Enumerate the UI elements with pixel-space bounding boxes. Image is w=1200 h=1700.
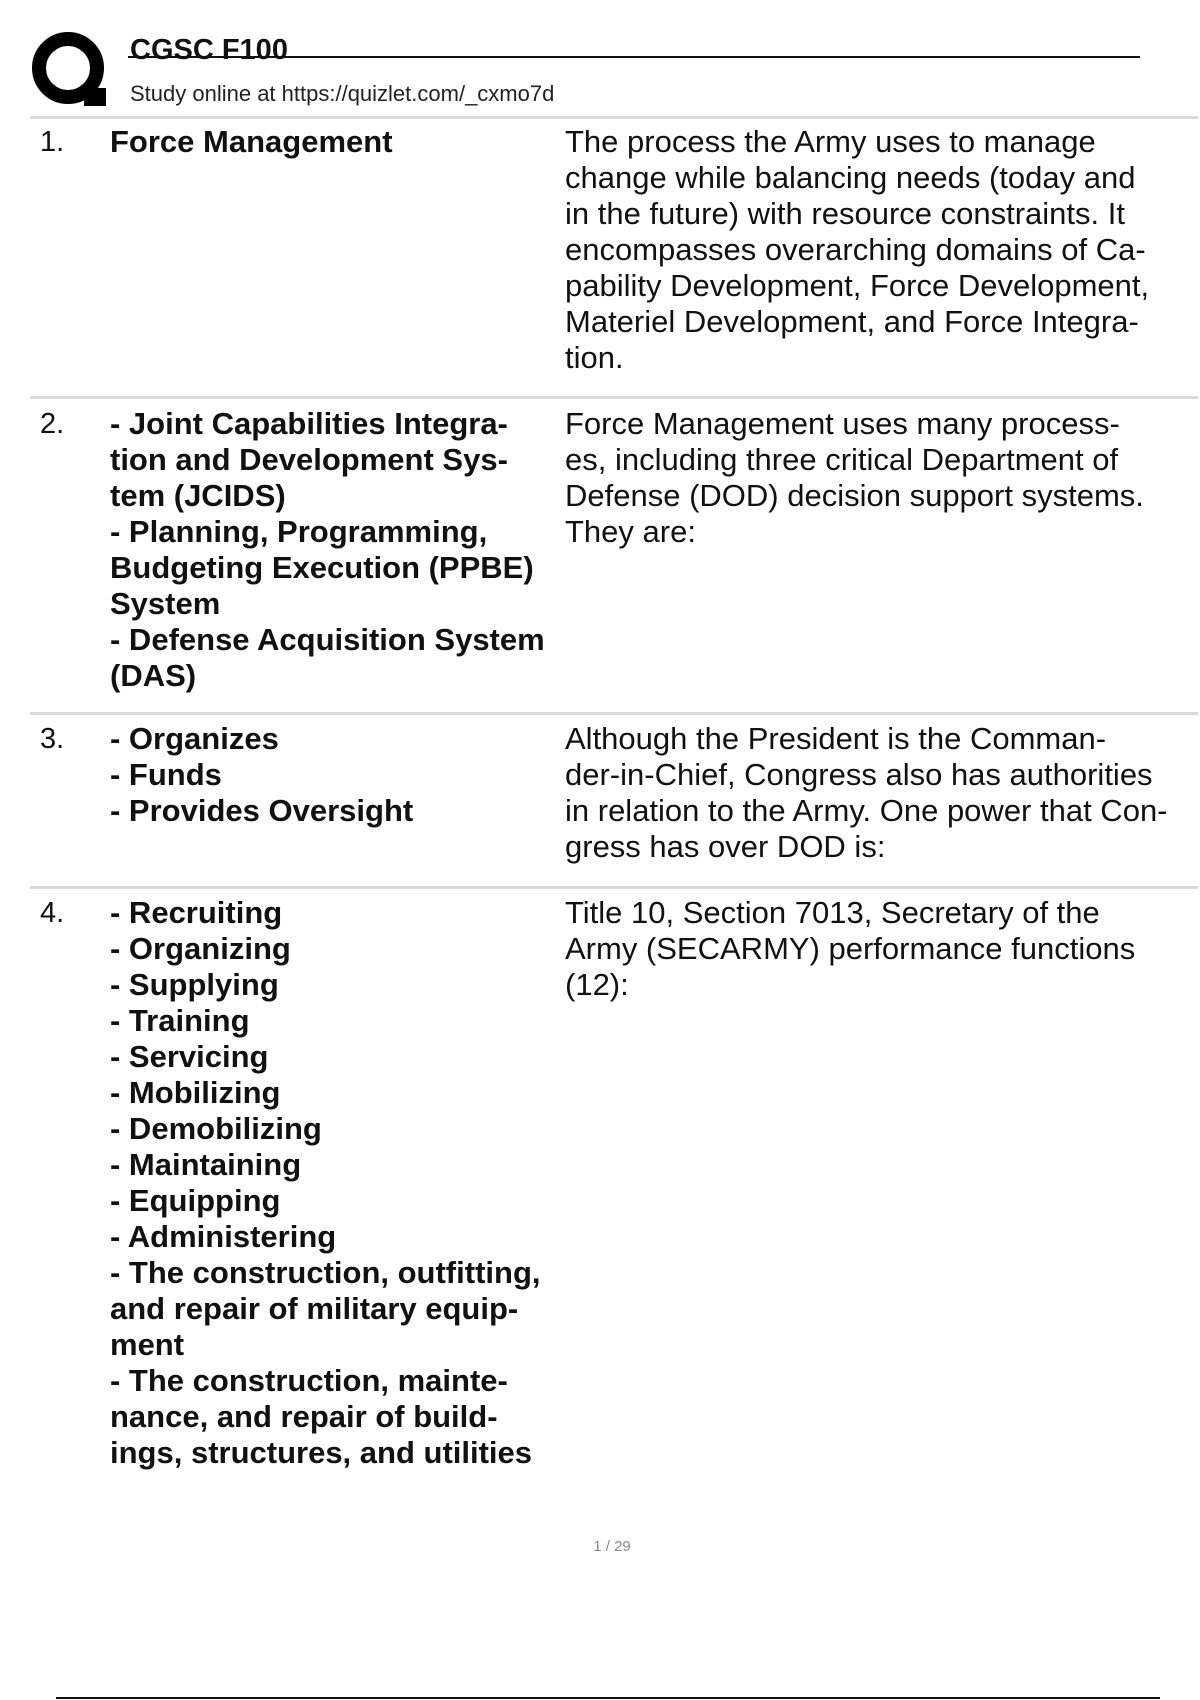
card-definition: Title 10, Section 7013, Secretary of the Army (SECARMY) performance functions (12): — [565, 895, 1136, 1002]
header-divider — [30, 116, 1198, 119]
card-number: 2. — [40, 408, 65, 440]
page-header — [0, 0, 1200, 118]
card-definition: Force Management uses many process- es, including three critical Department of Defense (DOD) decision support systems. They are: — [565, 406, 1144, 549]
page-number: 1 / 29 — [593, 1538, 631, 1555]
card-definition: Although the President is the Comman- der-in-Chief, Congress also has authorities in relation to the Army. One power that Con- gress has over DOD is: — [565, 721, 1168, 864]
card-term: - Joint Capabilities Integra- tion and Development Sys- tem (JCIDS) - Planning, Programming, Budgeting Execution (PPBE) System - Defense Acquisition System (DAS) — [110, 406, 545, 693]
document-title: CGSC F100 — [130, 34, 288, 66]
card-term: - Recruiting - Organizing - Supplying - Training - Servicing - Mobilizing - Demobilizing - Maintaining - Equipping - Administering - The construction, outfitting, and repair of military equip- ment - The construction, mainte- nance, and repair of build- ings, structures, and utilities — [110, 895, 541, 1470]
card-number: 1. — [40, 126, 65, 158]
footer-rule — [56, 1697, 1160, 1699]
card-divider — [30, 712, 1198, 715]
quizlet-logo-icon — [28, 30, 112, 114]
card-number: 3. — [40, 723, 65, 755]
card-number: 4. — [40, 897, 65, 929]
card-term: Force Management — [110, 124, 393, 159]
study-online-link[interactable]: Study online at https://quizlet.com/_cxmo7d — [130, 81, 555, 106]
card-divider — [30, 886, 1198, 889]
card-divider — [30, 396, 1198, 399]
card-term: - Organizes - Funds - Provides Oversight — [110, 721, 414, 828]
card-definition: The process the Army uses to manage change while balancing needs (today and in the future) with resource constraints. It encompasses overarching domains of Ca- pability Development, Force Development, Materiel Development, and Force Integra- tion. — [565, 124, 1150, 375]
